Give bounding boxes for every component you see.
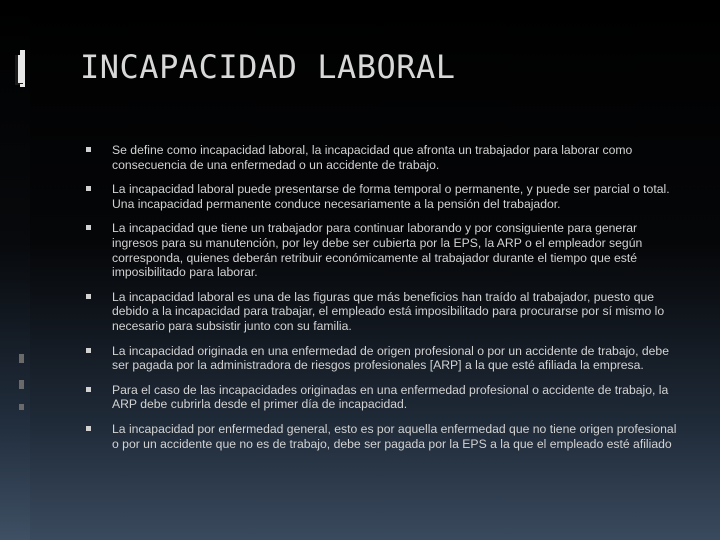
bullet-text: Para el caso de las incapacidades originadas en una enfermedad profesional o accidente de trabajo, la ARP debe cubrirla desde el primer día de incapacidad. <box>112 382 669 412</box>
bullet-item <box>86 344 686 373</box>
bullet-square-icon <box>86 186 91 191</box>
bullet-text: La incapacidad que tiene un trabajador para continuar laborando y por consiguiente para generar ingresos para su manutención, por ley debe ser cubierta por la EPS, la ARP o el empleador según corresponda, quienes deberán retribuir económicamente al trabajador durante el tiempo que esté imposibilitado para laborar. <box>112 221 643 280</box>
bullet-item <box>86 182 686 211</box>
title-accent-bar-bottom <box>20 84 25 87</box>
slide-title: INCAPACIDAD LABORAL <box>80 48 456 86</box>
bullet-item <box>86 290 686 334</box>
title-accent-bar-main <box>18 55 24 83</box>
bullet-square-icon <box>86 387 91 392</box>
bullet-square-icon <box>86 294 91 299</box>
bullet-text: La incapacidad originada en una enfermedad de origen profesional o por un accidente de trabajo, debe ser pagada por la administradora de riesgos profesionales [ARP] a la que esté afiliada la empresa. <box>112 343 669 373</box>
bullet-list <box>86 143 686 461</box>
bullet-square-icon <box>86 426 91 431</box>
side-tick-2 <box>19 380 24 389</box>
bullet-item <box>86 221 686 279</box>
bullet-square-icon <box>86 348 91 353</box>
bullet-text: La incapacidad laboral es una de las figuras que más beneficios han traído al trabajador, puesto que debido a la incapacidad para trabajar, el empleado está imposibilitado para procurarse por sí mismo lo necesario para subsistir junto con su familia. <box>112 289 665 333</box>
bullet-square-icon <box>86 225 91 230</box>
bullet-item <box>86 383 686 412</box>
bullet-item <box>86 143 686 172</box>
bullet-text: Se define como incapacidad laboral, la incapacidad que afronta un trabajador para laborar como consecuencia de una enfermedad o un accidente de trabajo. <box>112 143 633 172</box>
side-tick-3 <box>19 404 24 410</box>
bullet-text: La incapacidad laboral puede presentarse de forma temporal o permanente, y puede ser parcial o total. Una incapacidad permanente conduce necesariamente a la pensión del trabajador. <box>112 182 670 211</box>
bullet-square-icon <box>86 147 91 152</box>
side-tick-1 <box>19 354 24 363</box>
bullet-text: La incapacidad por enfermedad general, esto es por aquella enfermedad que no tiene origen profesional o por un accidente que no es de trabajo, debe ser pagada por la EPS a la que el empleado esté afiliado <box>112 421 677 451</box>
bullet-item <box>86 422 686 451</box>
